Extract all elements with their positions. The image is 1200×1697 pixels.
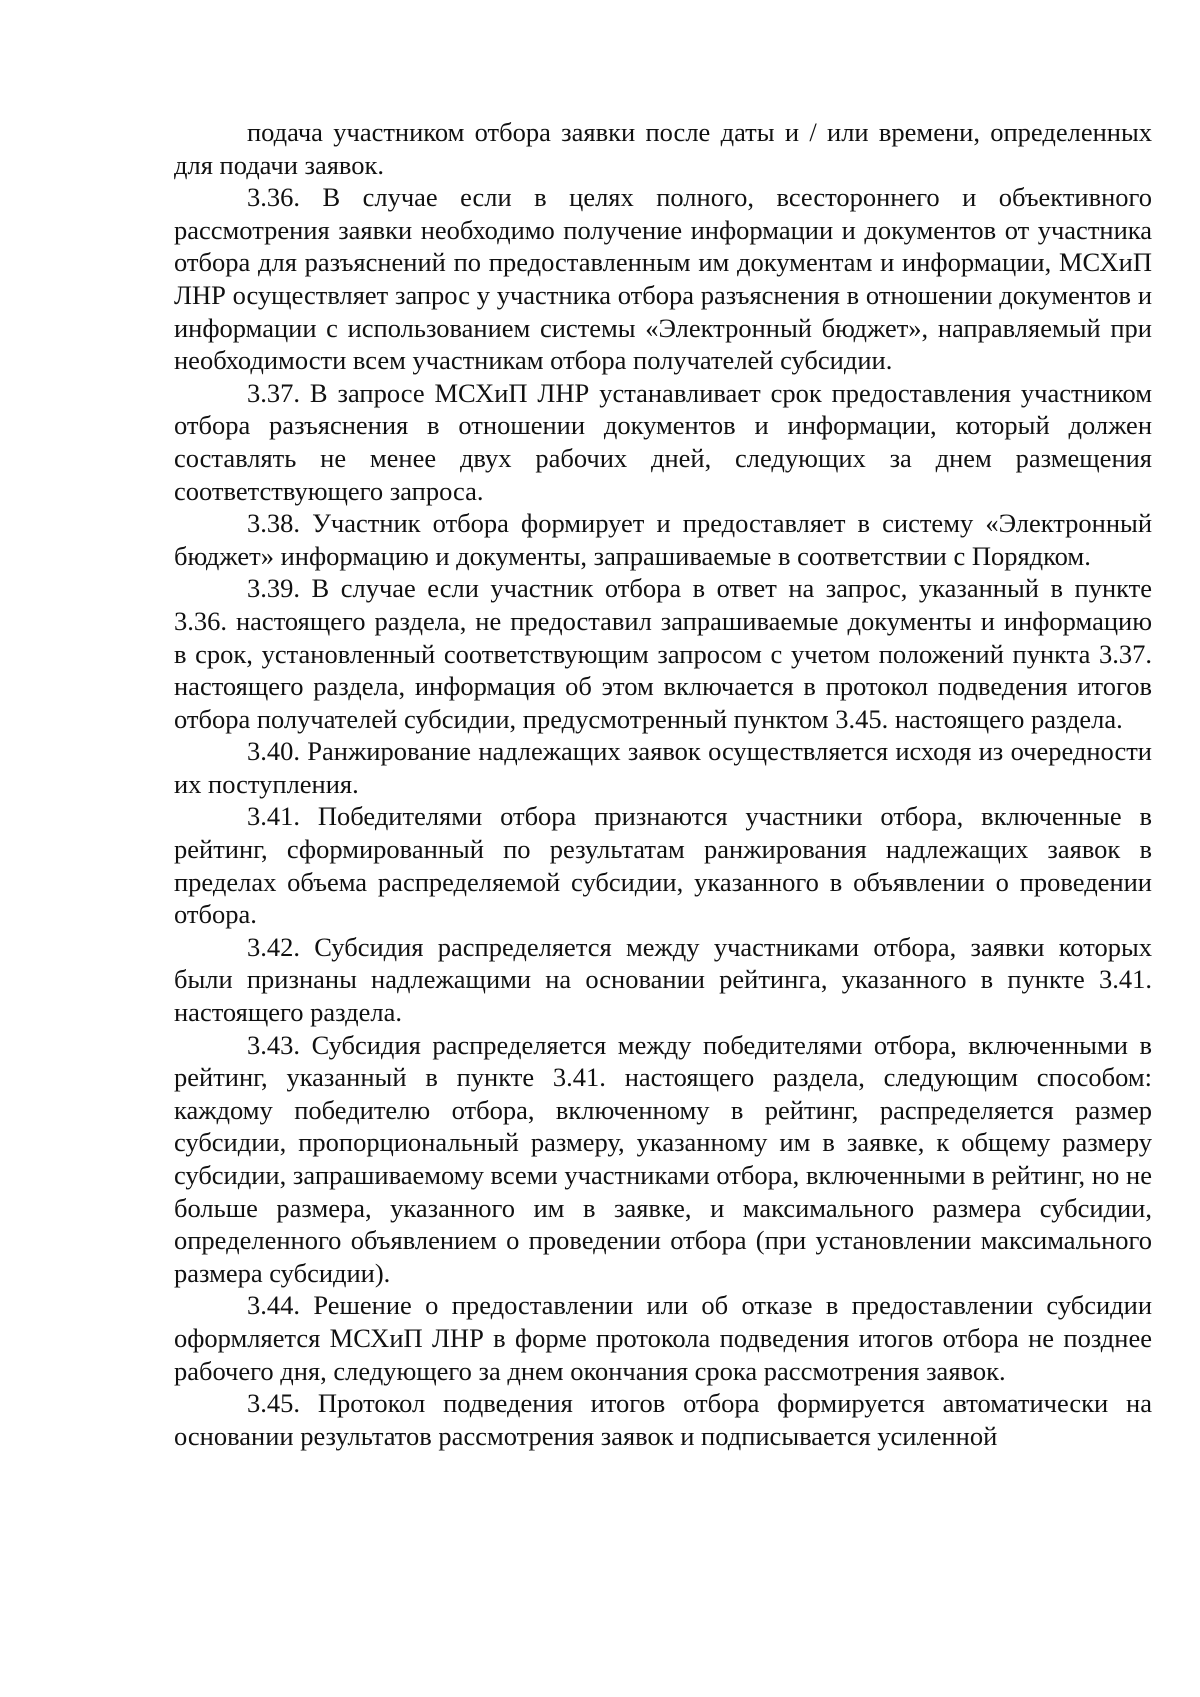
paragraph-3-36: 3.36. В случае если в целях полного, всестороннего и объективного рассмотрения заявки необходимо получение информации и документов от участника отбора для разъяснений по предоставленным им документам и информации, МСХиП ЛНР осуществляет запрос у участника отбора разъяснения в отношении документов и информации с использованием системы «Электронный бюджет», направляемый при необходимости всем участникам отбора получателей субсидии. bbox=[174, 182, 1152, 376]
paragraph-3-42: 3.42. Субсидия распределяется между участниками отбора, заявки которых были признаны надлежащими на основании рейтинга, указанного в пункте 3.41. настоящего раздела. bbox=[174, 931, 1152, 1028]
paragraph-3-45: 3.45. Протокол подведения итогов отбора формируется автоматически на основании результатов рассмотрения заявок и подписывается усиленной bbox=[174, 1388, 1152, 1451]
paragraph-3-38: 3.38. Участник отбора формирует и предоставляет в систему «Электронный бюджет» информацию и документы, запрашиваемые в соответствии с Порядком. bbox=[174, 508, 1152, 571]
paragraph-3-39: 3.39. В случае если участник отбора в ответ на запрос, указанный в пункте 3.36. настоящего раздела, не предоставил запрашиваемые документы и информацию в срок, установленный соответствующим запросом с учетом положений пункта 3.37. настоящего раздела, информация об этом включается в протокол подведения итогов отбора получателей субсидии, предусмотренный пунктом 3.45. настоящего раздела. bbox=[174, 573, 1152, 734]
paragraph-3-43: 3.43. Субсидия распределяется между победителями отбора, включенными в рейтинг, указанный в пункте 3.41. настоящего раздела, следующим способом: каждому победителю отбора, включенному в рейтинг, распределяется размер субсидии, пропорциональный размеру, указанному им в заявке, к общему размеру субсидии, запрашиваемому всеми участниками отбора, включенными в рейтинг, но не больше размера, указанного им в заявке, и максимального размера субсидии, определенного объявлением о проведении отбора (при установлении максимального размера субсидии). bbox=[174, 1029, 1152, 1288]
paragraph-continuation: подача участником отбора заявки после даты и / или времени, определенных для подачи заявок. bbox=[174, 117, 1152, 180]
paragraph-3-37: 3.37. В запросе МСХиП ЛНР устанавливает срок предоставления участником отбора разъяснения в отношении документов и информации, который должен составлять не менее двух рабочих дней, следующих за днем размещения соответствующего запроса. bbox=[174, 377, 1152, 506]
document-body bbox=[174, 116, 1152, 1452]
paragraph-3-40: 3.40. Ранжирование надлежащих заявок осуществляется исходя из очередности их поступления. bbox=[174, 736, 1152, 799]
paragraph-3-41: 3.41. Победителями отбора признаются участники отбора, включенные в рейтинг, сформированный по результатам ранжирования надлежащих заявок в пределах объема распределяемой субсидии, указанного в объявлении о проведении отбора. bbox=[174, 801, 1152, 930]
paragraph-3-44: 3.44. Решение о предоставлении или об отказе в предоставлении субсидии оформляется МСХиП ЛНР в форме протокола подведения итогов отбора не позднее рабочего дня, следующего за днем окончания срока рассмотрения заявок. bbox=[174, 1290, 1152, 1386]
